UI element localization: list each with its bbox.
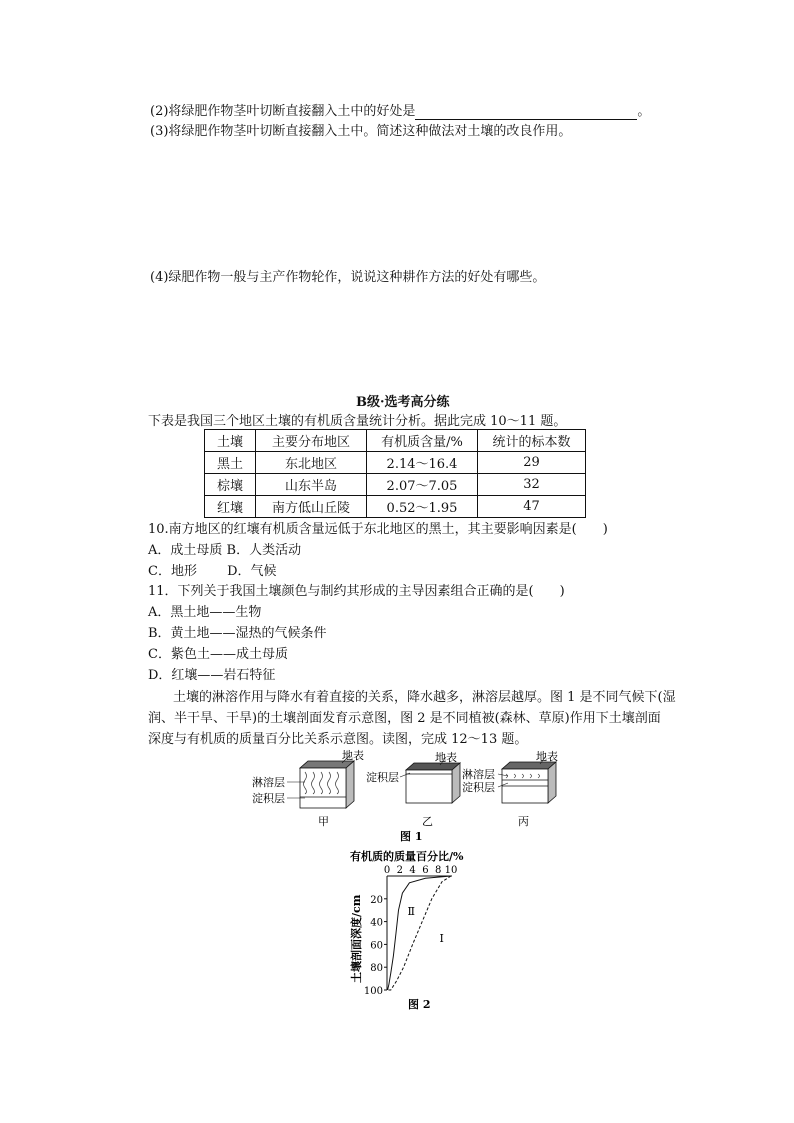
x-tick-label: 0 <box>383 865 391 876</box>
table-header-row <box>205 430 586 452</box>
table-cell: 山东半岛 <box>256 474 367 496</box>
question-11-option-d: D．红壤——岩石特征 <box>148 668 276 683</box>
figure-1-caption: 图 1 <box>400 830 423 843</box>
surface-label-jia: 地表 <box>342 749 364 762</box>
table-cell: 29 <box>478 452 586 474</box>
answer-blank[interactable] <box>415 104 637 120</box>
soil-block-bing <box>502 762 556 803</box>
question-10-stem: 10.南方地区的红壤有机质含量远低于东北地区的黑土，其主要影响因素是( ) <box>148 522 608 537</box>
table-cell: 0.52～1.95 <box>367 496 478 518</box>
table-row <box>205 474 586 496</box>
series-label: Ⅰ <box>439 932 444 946</box>
deposit-label-bing: 淀积层 <box>462 781 495 794</box>
series-label: Ⅱ <box>407 904 415 918</box>
question-11-option-c: C．紫色土——成土母质 <box>148 647 288 662</box>
table-cell: 南方低山丘陵 <box>256 496 367 518</box>
y-tick-label: 80 <box>370 963 383 975</box>
y-tick-label: 40 <box>370 917 383 929</box>
table-cell: 47 <box>478 496 586 518</box>
question-11-option-b: B．黄土地——湿热的气候条件 <box>148 626 327 641</box>
y-tick-label: 20 <box>370 894 383 906</box>
figure-2-caption: 图 2 <box>408 998 431 1011</box>
leach-label-jia: 淋溶层 <box>252 776 285 789</box>
table-cell: 32 <box>478 474 586 496</box>
x-tick-label: 8 <box>435 865 442 876</box>
block-label-jia: 甲 <box>318 815 329 828</box>
question-10-options-2: C．地形 D．气候 <box>148 564 277 579</box>
question-10-options-1: A．成土母质 B．人类活动 <box>148 543 302 558</box>
question-2-text: (2)将绿肥作物茎叶切断直接翻入土中的好处是 <box>150 104 416 119</box>
y-axis-label: 土壤剖面深度/cm <box>350 894 363 983</box>
table-header: 土壤 <box>205 430 256 452</box>
block-label-bing: 丙 <box>518 815 529 828</box>
table-cell: 2.07～7.05 <box>367 474 478 496</box>
block-label-yi: 乙 <box>422 815 433 828</box>
soil-block-jia <box>300 761 354 808</box>
question-3: (3)将绿肥作物茎叶切断直接翻入土中。简述这种做法对土壤的改良作用。 <box>150 124 572 139</box>
table-header: 统计的标本数 <box>478 430 586 452</box>
y-tick-label: 100 <box>363 986 383 997</box>
table-cell: 东北地区 <box>256 452 367 474</box>
table-header: 有机质含量/% <box>367 430 478 452</box>
passage-line-2: 润、半干旱、干旱)的土壤剖面发育示意图，图 2 是不同植被(森林、草原)作用下土壤剖面 <box>148 711 661 726</box>
table-cell: 黑土 <box>205 452 256 474</box>
soil-block-yi <box>406 763 460 803</box>
table-cell: 2.14～16.4 <box>367 452 478 474</box>
x-tick-label: 6 <box>422 865 429 876</box>
section-title: B级·选考高分练 <box>356 395 450 410</box>
question-2-end: 。 <box>637 104 651 119</box>
surface-label-yi: 地表 <box>435 751 457 764</box>
table-header: 主要分布地区 <box>256 430 367 452</box>
table-row <box>205 452 586 474</box>
leach-label-bing: 淋溶层 <box>462 768 495 781</box>
figure-2-chart <box>340 848 480 1018</box>
surface-label-bing: 地表 <box>536 750 558 763</box>
table-row <box>205 496 586 518</box>
section-intro: 下表是我国三个地区土壤的有机质含量统计分析。据此完成 10～11 题。 <box>148 414 567 429</box>
deposit-label-jia: 淀积层 <box>252 792 285 805</box>
table-cell: 红壤 <box>205 496 256 518</box>
chart-title: 有机质的质量百分比/% <box>350 850 464 863</box>
passage-line-3: 深度与有机质的质量百分比关系示意图。读图，完成 12～13 题。 <box>148 732 528 747</box>
soil-table <box>204 429 586 518</box>
question-2 <box>150 100 650 120</box>
question-11-option-a: A．黑土地——生物 <box>148 605 262 620</box>
deposit-label-yi: 淀积层 <box>366 771 399 784</box>
question-11-stem: 11．下列关于我国土壤颜色与制约其形成的主导因素组合正确的是( ) <box>148 584 565 599</box>
y-tick-label: 60 <box>370 940 383 952</box>
passage-line-1: 土壤的淋溶作用与降水有着直接的关系，降水越多，淋溶层越厚。图 1 是不同气候下(湿 <box>173 690 676 705</box>
x-tick-label: 4 <box>409 865 416 876</box>
x-tick-label: 10 <box>444 865 458 876</box>
question-4: (4)绿肥作物一般与主产作物轮作，说说这种耕作方法的好处有哪些。 <box>150 270 546 285</box>
figure-1 <box>250 746 570 846</box>
x-tick-label: 2 <box>396 865 403 876</box>
table-cell: 棕壤 <box>205 474 256 496</box>
